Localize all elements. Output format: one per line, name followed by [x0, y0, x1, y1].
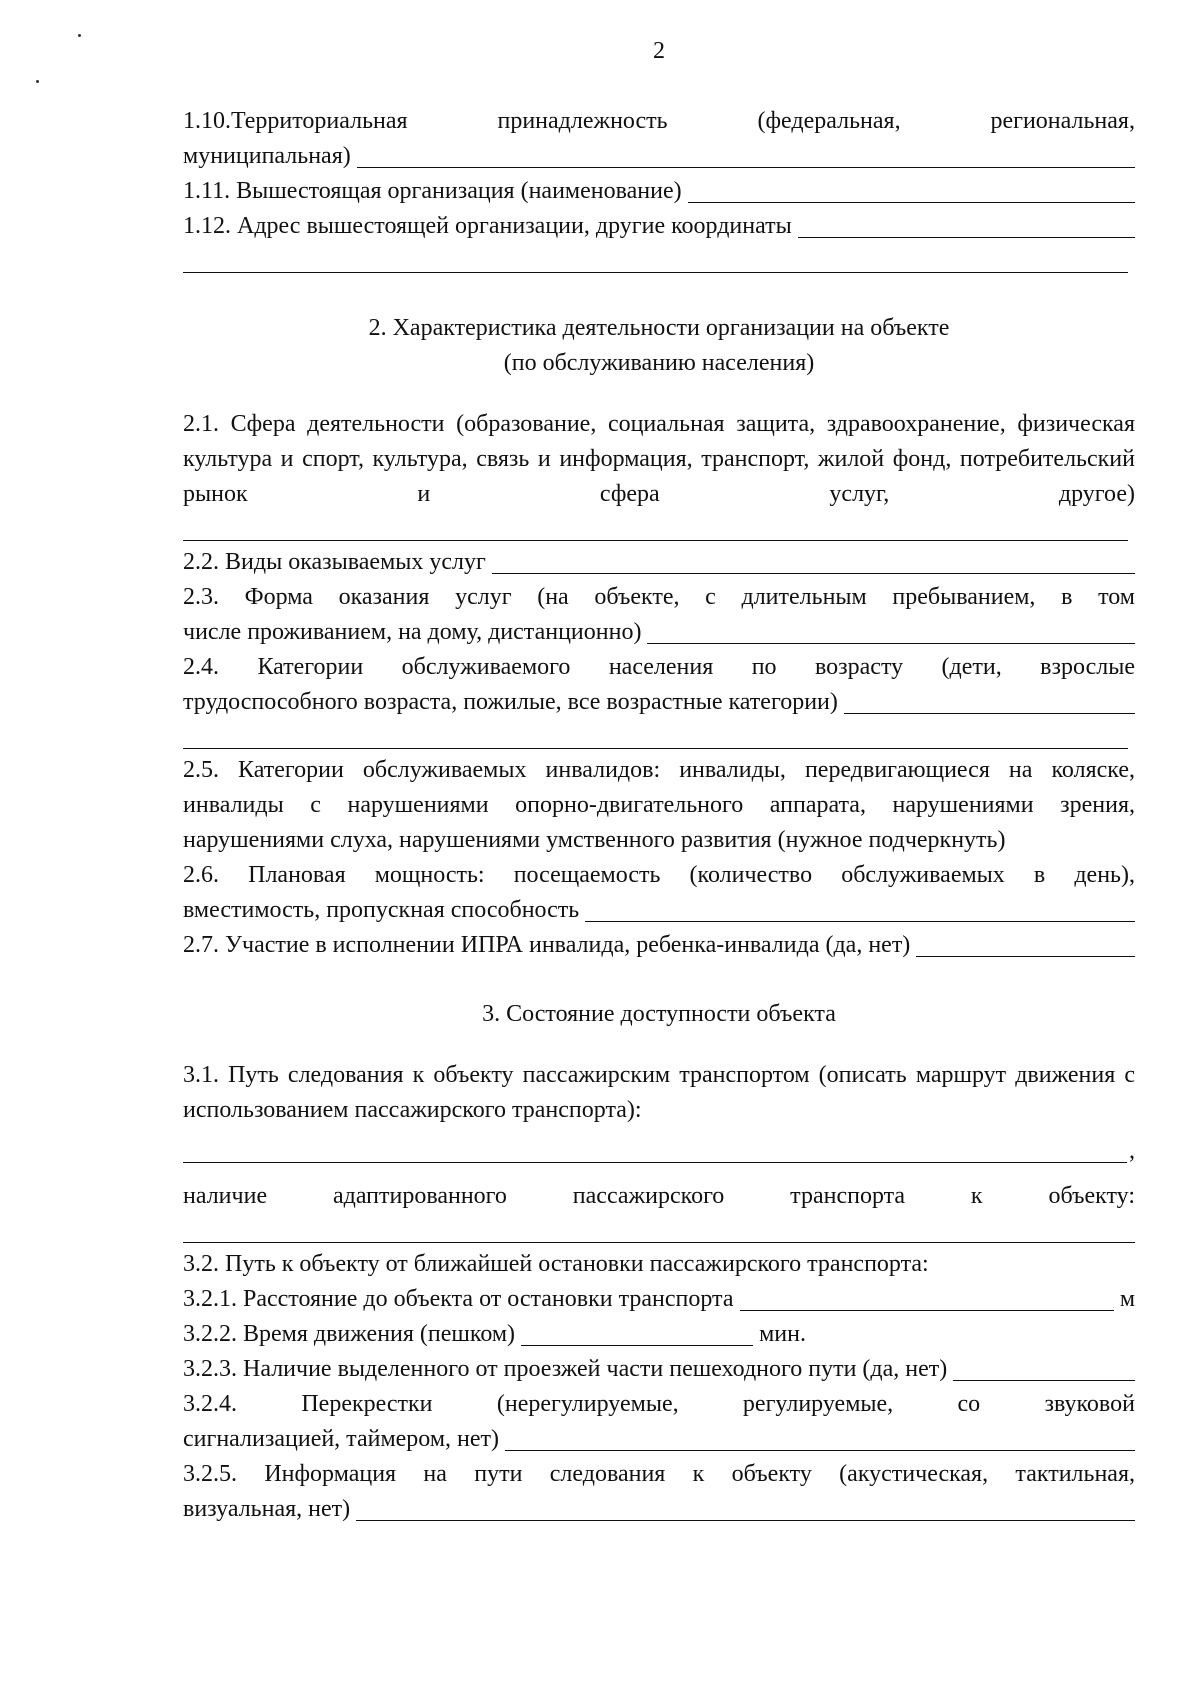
word: к: [970, 1183, 983, 1209]
route-description-field[interactable]: [183, 1137, 1127, 1163]
ipra-participation-field[interactable]: [916, 931, 1135, 957]
page-number: 2: [653, 38, 665, 64]
word: 3.2.4.: [183, 1391, 237, 1417]
field-label: муниципальная): [183, 143, 351, 169]
section-3-heading: 3. Состояние доступности объекта: [482, 1001, 836, 1027]
unit-label: мин.: [759, 1321, 806, 1347]
item-3-2-3: [183, 1352, 1135, 1387]
item-1-10-line1: [183, 104, 1135, 139]
field-label: 1.12. Адрес вышестоящей организации, другие координаты: [183, 213, 792, 239]
crossings-field[interactable]: [505, 1425, 1135, 1451]
word: транспорта: [790, 1183, 906, 1209]
field-label: 1.11. Вышестоящая организация (наименование): [183, 178, 682, 204]
field-label: 3.2.1. Расстояние до объекта от остановки транспорта: [183, 1286, 734, 1312]
item-3-2: 3.2. Путь к объекту от ближайшей остановки пассажирского транспорта:: [183, 1251, 929, 1277]
item-3-1: 3.1. Путь следования к объекту пассажирским транспортом (описать маршрут движения с использованием пассажирского транспорта):: [183, 1062, 1135, 1123]
item-1-11: [183, 174, 1135, 209]
section-2-heading: 2. Характеристика деятельности организации на объекте: [368, 315, 950, 341]
field-label: 3.2.3. Наличие выделенного от проезжей части пешеходного пути (да, нет): [183, 1356, 948, 1382]
word: Перекрестки: [301, 1391, 433, 1417]
parent-organization-address-field[interactable]: [798, 212, 1135, 238]
word: 1.10.Территориальная: [183, 108, 408, 134]
scan-speck: [78, 34, 81, 37]
field-label: 2.7. Участие в исполнении ИПРА инвалида, ребенка-инвалида (да, нет): [183, 932, 911, 958]
field-label: 2.2. Виды оказываемых услуг: [183, 549, 486, 575]
word: наличие: [183, 1183, 268, 1209]
item-2-5: 2.5. Категории обслуживаемых инвалидов: инвалиды, передвигающиеся на коляске, инвалиды с нарушениями опорно-двигательного аппарата, нарушениями зрения, нарушениями слуха, нарушениями умственного развития (нужное подчеркнуть): [183, 757, 1135, 853]
services-type-field[interactable]: [492, 548, 1135, 574]
activity-sphere-field[interactable]: [183, 512, 1128, 541]
item-2-6-line2: [183, 893, 1135, 928]
item-2-1: 2.1. Сфера деятельности (образование, социальная защита, здравоохранение, физическая культура и спорт, культура, связь и информация, транспорт, жилой фонд, потребительский рынок и сфера услуг, другое): [183, 411, 1135, 507]
item-2-7: [183, 928, 1135, 963]
item-2-3-line1: 2.3. Форма оказания услуг (на объекте, с длительным пребыванием, в том: [183, 584, 1135, 610]
word: (нерегулируемые,: [496, 1391, 679, 1417]
item-1-12: [183, 209, 1135, 244]
word: региональная,: [990, 108, 1135, 134]
parent-organization-address-field-cont[interactable]: [183, 244, 1128, 273]
word: адаптированного: [332, 1183, 507, 1209]
item-2-2: [183, 545, 1135, 580]
form-content: [183, 104, 1135, 1527]
route-information-field[interactable]: [356, 1495, 1135, 1521]
population-categories-field-cont[interactable]: [183, 720, 1128, 749]
field-label: трудоспособного возраста, пожилые, все возрастные категории): [183, 689, 838, 715]
field-label: сигнализацией, таймером, нет): [183, 1426, 500, 1452]
walking-time-field[interactable]: [521, 1320, 753, 1346]
field-label: визуальная, нет): [183, 1496, 351, 1522]
adapted-transport-row: [183, 1179, 1135, 1214]
field-label: вместимость, пропускная способность: [183, 897, 580, 923]
scan-speck: [36, 80, 39, 83]
adapted-transport-field[interactable]: [183, 1214, 1135, 1243]
comma: ,: [1129, 1138, 1135, 1164]
item-3-2-4-line2: [183, 1422, 1135, 1457]
item-2-3-line2: [183, 615, 1135, 650]
unit-label: м: [1119, 1286, 1135, 1312]
word: (федеральная,: [757, 108, 901, 134]
capacity-field[interactable]: [585, 896, 1135, 922]
population-categories-field[interactable]: [844, 688, 1135, 714]
distance-field[interactable]: [740, 1285, 1114, 1311]
word: звуковой: [1044, 1391, 1135, 1417]
territorial-affiliation-field[interactable]: [357, 142, 1135, 168]
parent-organization-field[interactable]: [688, 177, 1135, 203]
item-3-2-5-line2: [183, 1492, 1135, 1527]
item-3-2-1: [183, 1282, 1135, 1317]
word: пассажирского: [572, 1183, 725, 1209]
route-description-row: [183, 1134, 1135, 1169]
item-3-2-5-line1: 3.2.5. Информация на пути следования к объекту (акустическая, тактильная,: [183, 1461, 1135, 1487]
service-form-field[interactable]: [647, 618, 1135, 644]
item-3-2-2: [183, 1317, 1135, 1352]
item-1-10-line2: [183, 139, 1135, 174]
word: со: [957, 1391, 981, 1417]
word: объекту:: [1048, 1183, 1135, 1209]
pedestrian-path-field[interactable]: [953, 1355, 1135, 1381]
word: принадлежность: [497, 108, 668, 134]
field-label: 3.2.2. Время движения (пешком): [183, 1321, 516, 1347]
item-2-6-line1: 2.6. Плановая мощность: посещаемость (количество обслуживаемых в день),: [183, 862, 1135, 888]
item-2-4-line2: [183, 685, 1135, 720]
field-label: числе проживанием, на дому, дистанционно): [183, 619, 642, 645]
item-3-2-4-line1: [183, 1387, 1135, 1422]
section-2-subheading: (по обслуживанию населения): [503, 350, 815, 376]
word: регулируемые,: [742, 1391, 894, 1417]
item-2-4-line1: 2.4. Категории обслуживаемого населения по возрасту (дети, взрослые: [183, 654, 1135, 680]
